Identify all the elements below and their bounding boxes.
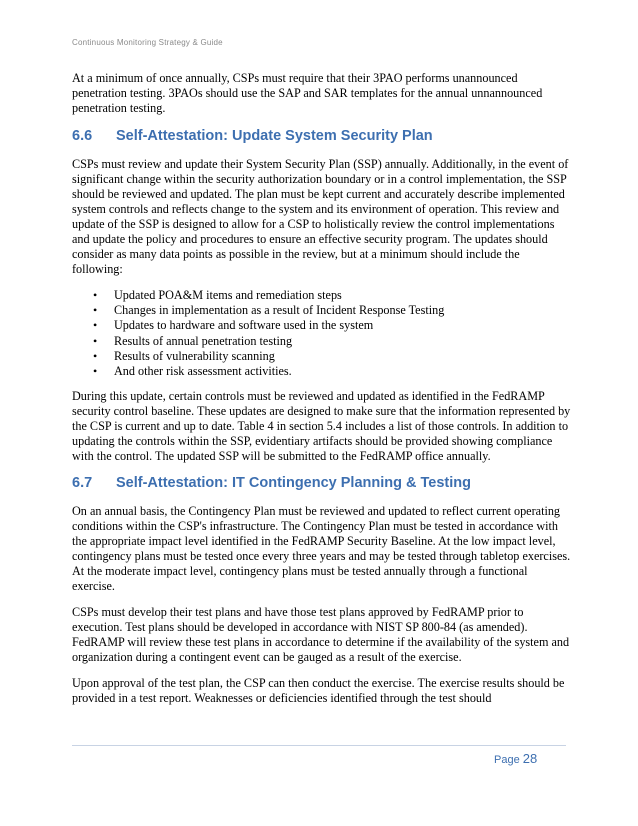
list-item-text: Updated POA&M items and remediation steps [114, 288, 342, 302]
section-6-7-paragraph-3: Upon approval of the test plan, the CSP can then conduct the exercise. The exercise results should be provided in a test report. Weaknesses or deficiencies identified through the test should [72, 676, 565, 706]
bullet-icon: • [93, 303, 98, 318]
list-item-text: And other risk assessment activities. [114, 364, 292, 379]
page-label: Page [494, 754, 520, 766]
section-6-7-paragraph-2: CSPs must develop their test plans and have those test plans approved by FedRAMP prior to execution. Test plans should be developed in accordance with NIST SP 800-84 (as amended). FedRAMP will review these test plans in accordance to determine if the availability of the system and organization during a contingent event can be gauged as a result of the exercise. [72, 605, 570, 665]
list-item [72, 288, 572, 303]
list-item [72, 303, 572, 318]
list-item [72, 364, 572, 379]
section-heading-6-6 [72, 127, 572, 145]
page-number [494, 751, 537, 766]
bullet-icon: • [93, 318, 98, 333]
page-number-value: 28 [522, 751, 538, 766]
section-number: 6.6 [72, 128, 93, 144]
list-item-text: Updates to hardware and software used in the system [114, 318, 374, 333]
section-6-6-paragraph-1: CSPs must review and update their System Security Plan (SSP) annually. Additionally, in the event of significant change within the security authorization boundary or in a control implementation, the SSP should be reviewed and updated. The plan must be kept current and accurately describe implemented system controls and reflects change to the system and its environment of operation. This review and update of the SSP is designed to allow for a CSP to holistically review the control implementations and update the policy and procedures to ensure an effective security program. The updates should consider as many data points as possible in the review, but at a minimum should include the following: [72, 157, 569, 276]
section-title: Self-Attestation: Update System Security Plan [116, 128, 433, 144]
list-item [72, 318, 572, 333]
running-header: Continuous Monitoring Strategy & Guide [72, 38, 223, 47]
bullet-icon: • [93, 333, 98, 348]
list-item-text: Results of vulnerability scanning [114, 348, 275, 363]
bullet-icon: • [93, 364, 98, 379]
section-6-6-paragraph-2: During this update, certain controls must be reviewed and updated as identified in the FedRAMP security control baseline. These updates are designed to make sure that the information represented by the CSP is current and up to date. Table 4 in section 5.4 includes a list of those controls. In addition to updating the controls within the SSP, evidentiary artifacts should be provided showing compliance with the control. The updated SSP will be submitted to the FedRAMP office annually. [72, 389, 571, 464]
list-item-text: Changes in implementation as a result of Incident Response Testing [114, 303, 445, 318]
page-body [72, 71, 572, 706]
section-title: Self-Attestation: IT Contingency Planning & Testing [116, 475, 471, 492]
bullet-icon: • [93, 288, 98, 302]
bullet-icon: • [93, 348, 98, 363]
footer-divider [72, 745, 566, 746]
bullet-list [72, 288, 572, 379]
intro-paragraph: At a minimum of once annually, CSPs must require that their 3PAO performs unannounced penetration testing. 3PAOs should use the SAP and SAR templates for the annual unnannounced penetration testing. [72, 71, 543, 115]
section-heading-6-7 [72, 474, 572, 492]
section-number: 6.7 [72, 475, 93, 492]
section-6-7-paragraph-1: On an annual basis, the Contingency Plan must be reviewed and updated to reflect current operating conditions within the CSP's infrastructure. The Contingency Plan must be tested in accordance with the appropriate impact level identified in the FedRAMP Security Baseline. At the low impact level, contingency plans must be tested once every three years and may be tested through tabletop exercises. At the moderate impact level, contingency plans must be tested annually through a functional exercise. [72, 504, 571, 594]
list-item [72, 334, 572, 349]
list-item [72, 349, 572, 364]
list-item-text: Results of annual penetration testing [114, 333, 293, 348]
